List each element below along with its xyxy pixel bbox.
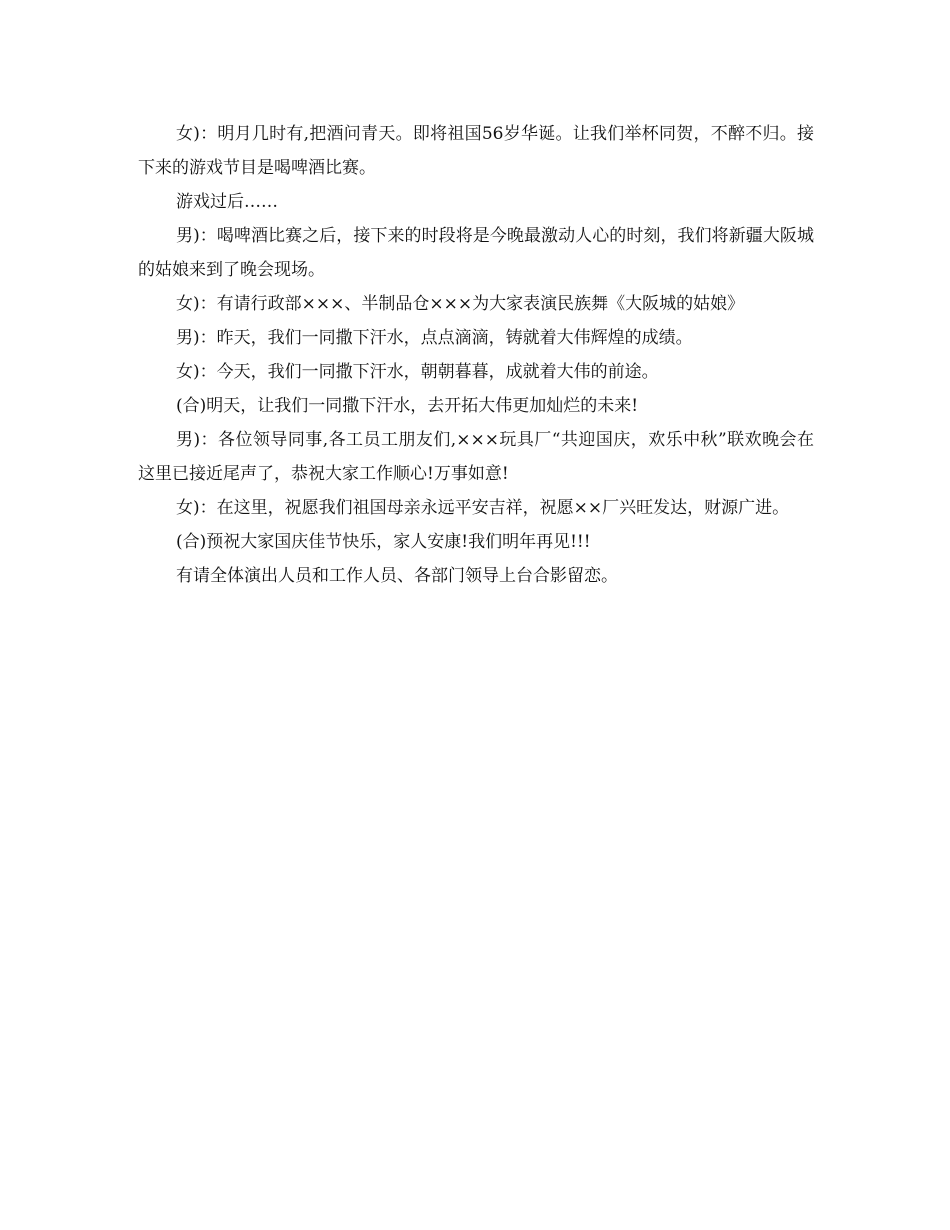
paragraph-together-tomorrow: (合)明天，让我们一同撒下汗水，去开拓大伟更加灿烂的未来! [176, 396, 639, 416]
document-body [138, 117, 814, 593]
paragraph-male-yesterday: 男)：昨天，我们一同撒下汗水，点点滴滴，铸就着大伟辉煌的成绩。 [176, 328, 693, 348]
paragraph-female-toast: 女)：明月几时有,把酒问青天。即将祖国56岁华诞。让我们举杯同贺，不醉不归。接下来的游戏节目是喝啤酒比赛。 [138, 124, 814, 178]
paragraph-group-photo: 有请全体演出人员和工作人员、各部门领导上台合影留恋。 [176, 566, 618, 586]
paragraph-male-beer-contest: 男)：喝啤酒比赛之后，接下来的时段将是今晚最激动人心的时刻，我们将新疆大阪城的姑娘来到了晚会现场。 [138, 226, 814, 280]
paragraph-together-farewell: (合)预祝大家国庆佳节快乐，家人安康!我们明年再见!!! [176, 532, 591, 552]
paragraph-female-today: 女)：今天，我们一同撒下汗水，朝朝暮暮，成就着大伟的前途。 [176, 362, 659, 382]
paragraph-female-blessing: 女)：在这里，祝愿我们祖国母亲永远平安吉祥，祝愿××厂兴旺发达，财源广进。 [176, 498, 790, 518]
paragraph-after-game: 游戏过后…… [176, 192, 278, 212]
paragraph-female-dance-invite: 女)：有请行政部×××、半制品仓×××为大家表演民族舞《大阪城的姑娘》 [176, 294, 745, 314]
paragraph-male-closing: 男)：各位领导同事,各工员工朋友们,×××玩具厂“共迎国庆，欢乐中秋”联欢晚会在这里已接近尾声了，恭祝大家工作顺心!万事如意! [138, 430, 814, 484]
